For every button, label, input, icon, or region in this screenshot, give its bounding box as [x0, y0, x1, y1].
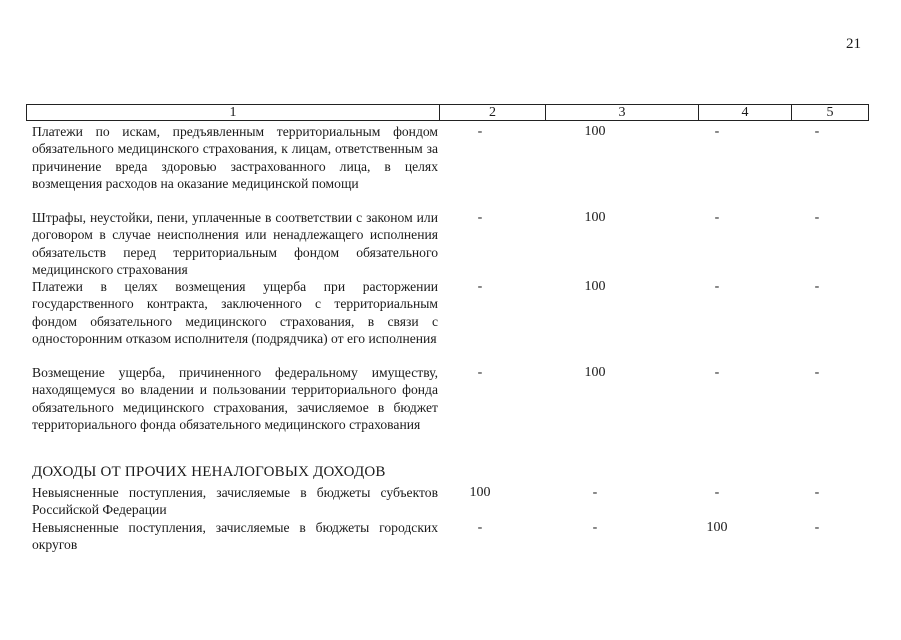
row-value-col4: - — [714, 365, 720, 380]
row-description: Невыясненные поступления, зачисляемые в бюджеты городских округов — [32, 520, 438, 553]
row-value-col4: - — [714, 279, 720, 294]
row-value-col3: 100 — [584, 210, 606, 225]
row-value-col2: - — [477, 365, 483, 380]
row-description: Платежи по искам, предъявленным территориальным фондом обязательного медицинского страхования, к лицам, ответственным за причинение вреда здоровью застрахованного лица, в целях возмещения расходов на оказание медицинской помощи — [32, 124, 438, 192]
row-value-col4: - — [714, 210, 720, 225]
row-value-col5: - — [814, 279, 820, 294]
column-header-4: 4 — [699, 105, 792, 120]
row-value-col5: - — [814, 365, 820, 380]
table-header — [26, 104, 869, 121]
row-description: Невыясненные поступления, зачисляемые в бюджеты субъектов Российской Федерации — [32, 485, 438, 518]
row-value-col3: 100 — [584, 365, 606, 380]
row-description: Возмещение ущерба, причиненного федеральному имуществу, находящемуся во владении и пользовании территориального фонда обязательного медицинского страхования, зачисляемое в бюджет территориального фонда обязательного медицинского страхования — [32, 365, 438, 433]
section-title: ДОХОДЫ ОТ ПРОЧИХ НЕНАЛОГОВЫХ ДОХОДОВ — [32, 464, 386, 480]
page-number: 21 — [846, 36, 861, 52]
row-value-col3: 100 — [584, 279, 606, 294]
column-header-2: 2 — [440, 105, 546, 120]
row-description: Штрафы, неустойки, пени, уплаченные в соответствии с законом или договором в случае неисполнения или ненадлежащего исполнения обязательств перед территориальным фондом обязательного медицинского страхования — [32, 210, 438, 278]
row-description: Платежи в целях возмещения ущерба при расторжении государственного контракта, заключенного с территориальным фондом обязательного медицинского страхования, в связи с односторонним отказом исполнителя (подрядчика) от его исполнения — [32, 279, 438, 347]
row-value-col3: 100 — [584, 124, 606, 139]
row-value-col3: - — [592, 520, 598, 535]
row-value-col3: - — [592, 485, 598, 500]
row-value-col2: - — [477, 210, 483, 225]
row-value-col4: - — [714, 485, 720, 500]
row-value-col5: - — [814, 124, 820, 139]
row-value-col2: - — [477, 124, 483, 139]
row-value-col5: - — [814, 210, 820, 225]
row-value-col5: - — [814, 520, 820, 535]
row-value-col4: 100 — [706, 520, 728, 535]
row-value-col2: - — [477, 520, 483, 535]
column-header-1: 1 — [27, 105, 440, 120]
row-value-col2: - — [477, 279, 483, 294]
column-header-3: 3 — [546, 105, 699, 120]
row-value-col5: - — [814, 485, 820, 500]
row-value-col2: 100 — [469, 485, 491, 500]
column-header-5: 5 — [826, 105, 834, 120]
row-value-col4: - — [714, 124, 720, 139]
